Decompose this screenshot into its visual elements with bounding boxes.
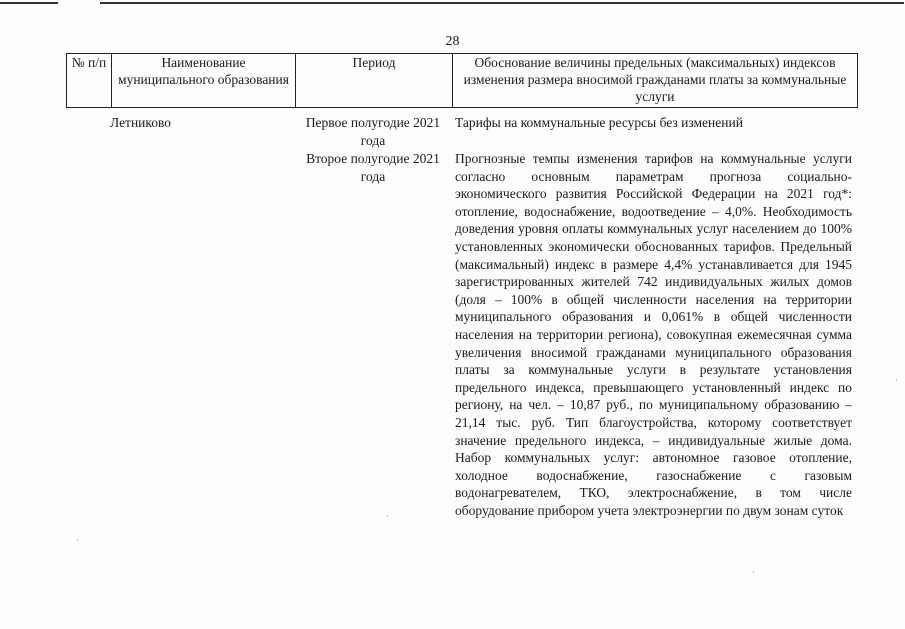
page-number: 28 <box>445 34 460 49</box>
table-header <box>66 53 858 108</box>
justification-second-half: Прогнозные темпы изменения тарифов на коммунальные услуги согласно основным параметрам прогноза социально-экономического развития Российской Федерации на 2021 год*: отопление, водоснабжение, водоотведение – 4,0%. Необходимость доведения уровня оплаты коммунальных услуг населением до 100% установленных экономически обоснованных тарифов. Предельный (максимальный) индекс в размере 4,4% устанавливается для 1945 зарегистрированных жителей 742 индивидуальных жилых домов (доля – 100% в общей численности населения на территории муниципального образования и 0,061% в общей численности населения на территории региона), совокупная ежемесячная сумма увеличения вносимой гражданами муниципального образования платы за коммунальные услуги в результате установления предельного индекса, превышающего установленный индекс по региону, на чел. – 10,87 руб., по муниципальному образованию – 21,14 тыс. руб. Тип благоустройства, которому соответствует значение предельного индекса, – индивидуальные жилые дома. Набор коммунальных услуг: автономное газовое отопление, холодное водоснабжение, газоснабжение с газовым водонагревателем, ТКО, электроснабжение, в том числе оборудование прибором учета электроэнергии по двум зонам суток <box>455 151 852 518</box>
top-rule-left <box>0 2 58 4</box>
municipality-name: Летниково <box>110 115 172 130</box>
header-col-municipality: Наименование муниципального образования <box>112 54 296 108</box>
scan-speck: · <box>895 376 898 385</box>
scan-speck: · <box>752 568 755 577</box>
period-second-half: Второе полугодие 2021 года <box>306 151 440 184</box>
scan-speck: · <box>76 536 79 545</box>
header-col-justification: Обоснование величины предельных (максимальных) индексов изменения размера вносимой гражданами платы за коммунальные услуги <box>453 54 858 108</box>
header-col-period: Период <box>296 54 453 108</box>
header-col-number: № п/п <box>67 54 112 108</box>
period-first-half: Первое полугодие 2021 года <box>305 115 441 148</box>
top-rule-right <box>100 2 904 4</box>
justification-first-half: Тарифы на коммунальные ресурсы без изменений <box>455 115 743 130</box>
scan-speck: · <box>386 512 389 521</box>
